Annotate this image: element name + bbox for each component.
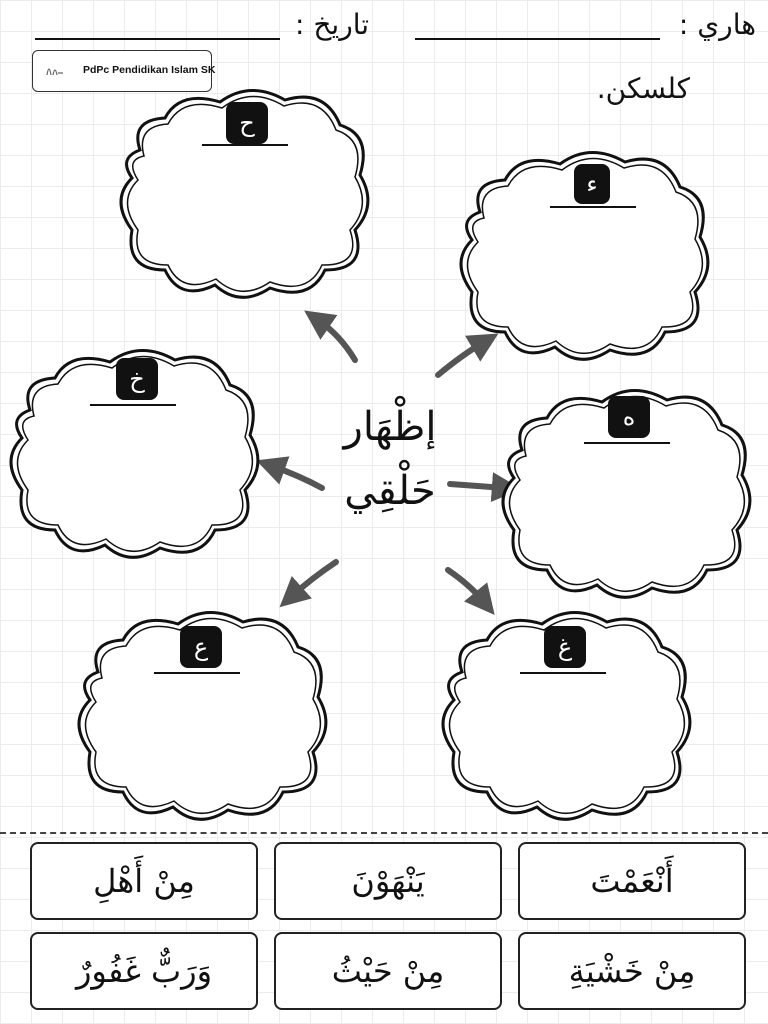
letter-tile-ha-dot: ح	[226, 102, 268, 144]
cloud-kha[interactable]	[0, 338, 270, 573]
letter-tile-hamzah: ء	[574, 164, 610, 204]
answer-line	[520, 672, 606, 674]
date-label: تاريخ :	[295, 8, 370, 41]
center-title	[300, 395, 480, 523]
cloud-ha-dot[interactable]	[110, 80, 380, 310]
word-card[interactable]: وَرَبٌّ غَفُورٌ	[30, 932, 258, 1010]
arrow-top-left	[318, 320, 355, 360]
center-title-line2: حَلْقِي	[344, 468, 436, 514]
cloud-haa[interactable]	[492, 378, 762, 613]
cut-line-divider	[0, 832, 768, 834]
word-card[interactable]: مِنْ حَيْثُ	[274, 932, 502, 1010]
arrow-bottom-left	[292, 562, 336, 596]
publisher-badge-text: PdPc Pendidikan Islam SK	[83, 64, 216, 76]
answer-line	[550, 206, 636, 208]
answer-line	[202, 144, 288, 146]
answer-line	[90, 404, 176, 406]
answer-line	[584, 442, 670, 444]
word-card[interactable]: يَنْهَوْنَ	[274, 842, 502, 920]
word-card[interactable]: مِنْ أَهْلِ	[30, 842, 258, 920]
letter-tile-kha: خ	[116, 358, 158, 400]
cloud-hamzah[interactable]	[450, 140, 720, 375]
letter-tile-ain: ع	[180, 626, 222, 668]
center-title-line1: إظْهَار	[343, 404, 437, 450]
answer-line	[154, 672, 240, 674]
word-card[interactable]: أَنْعَمْتَ	[518, 842, 746, 920]
letter-tile-ghain: غ	[544, 626, 586, 668]
instruction-text: كلسكن.	[596, 72, 690, 105]
day-label: هاري :	[678, 8, 756, 41]
word-card[interactable]: مِنْ خَشْيَةِ	[518, 932, 746, 1010]
cloud-ghain[interactable]	[432, 600, 702, 835]
arrow-bottom-right	[448, 570, 484, 602]
cloud-ain[interactable]	[68, 600, 338, 835]
letter-tile-haa: ه	[608, 396, 650, 438]
